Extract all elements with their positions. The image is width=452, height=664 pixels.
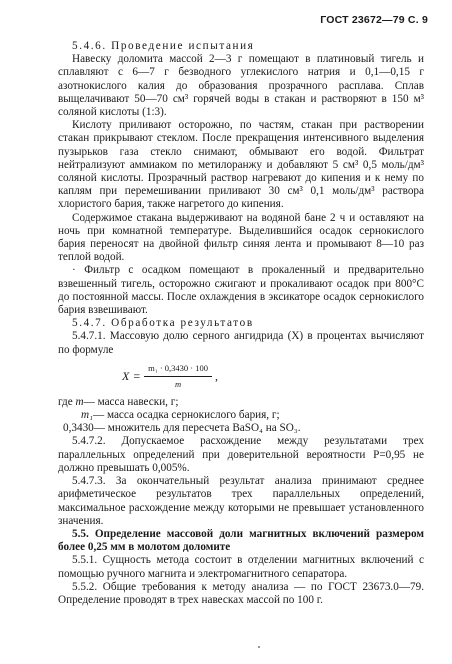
definition-intro: где — [58, 395, 76, 408]
formula-numerator: m₁ · 0,3430 · 100 — [144, 362, 212, 377]
paragraph: · Фильтр с осадком помещают в прокаленный и предварительно взвешенный тигель, осторожно сжигают и прокаливают осадок при 800°С до постоянной массы. После охлаждения в эксикаторе осадок сернокислого бария взвешивают. — [58, 264, 424, 317]
paragraph: 5.5.1. Сущность метода состоит в отделении магнитных включений с помощью ручного магнита и электромагнитного сепаратора. — [58, 554, 424, 580]
definition-symbol: m — [75, 395, 84, 408]
definition-text: — масса навески, г; — [83, 395, 179, 408]
definition-m — [58, 396, 424, 409]
formula-tail: , — [215, 369, 218, 384]
formula-equals: = — [133, 369, 141, 384]
formula-definitions — [58, 396, 424, 436]
formula — [122, 361, 424, 393]
definition-coefficient — [58, 422, 424, 435]
scan-speck — [258, 646, 260, 648]
definition-text: — множитель для пересчета BaSO₄ на SO₃. — [93, 422, 301, 435]
definition-symbol: 0,3430 — [63, 422, 94, 435]
paragraph: Кислоту приливают осторожно, по частям, стакан при растворении стакан прикрывают стеклом. После прекращения интенсивного выделения пузырьков газа стекло снимают, обмывают его водой. Фильтрат нейтрализуют аммиаком по метилоранжу и добавляют 5 см³ 0,5 моль/дм³ соляной кислоты. Прозрачный раствор нагревают до кипения и к нему по каплям при перемешивании приливают 30 см³ 0,1 моль/дм³ раствора хлористого бария, также нагретого до кипения. — [58, 119, 424, 211]
document-body — [58, 40, 424, 607]
paragraph: Содержимое стакана выдерживают на водяной бане 2 ч и оставляют на ночь при комнатной температуре. Выделившийся осадок сернокислого бария переносят на двойной фильтр синяя лента и промывают 8—10 раз теплой водой. — [58, 211, 424, 264]
definition-symbol: m₁ — [81, 409, 93, 422]
section-title-5-4-6: 5.4.6. Проведение испытания — [72, 40, 255, 52]
paragraph: 5.4.7.3. За окончательный результат анализа принимают среднее арифметическое результатов трех параллельных определений, максимальное расхождение между которыми не превышает установленного значения. — [58, 475, 424, 527]
page-header: ГОСТ 23672—79 С. 9 — [320, 14, 428, 26]
section-title-5-4-7: 5.4.7. Обработка результатов — [72, 317, 254, 330]
paragraph: 5.4.7.1. Массовую долю серного ангидрида (X) в процентах вычисляют по формуле — [58, 330, 424, 356]
section-title-5-5: 5.5. Определение массовой доли магнитных включений размером более 0,25 мм в молотом доломите — [58, 527, 424, 554]
paragraph: Навеску доломита массой 2—3 г помещают в платиновый тигель и сплавляют с 6—7 г безводного углекислого натрия и 0,1—0,15 г азотнокислого калия до образования прозрачного расплава. Сплав выщелачивают 50—70 см³ горячей воды в стакан и растворяют в 150 м³ соляной кислоты (1:3). — [58, 53, 424, 119]
paragraph: 5.4.7.2. Допускаемое расхождение между результатами трех параллельных определений при доверительной вероятности P=0,95 не должно превышать 0,005%. — [58, 435, 424, 474]
paragraph: 5.5.2. Общие требования к методу анализа — по ГОСТ 23673.0—79. Определение проводят в трех навесках массой по 100 г. — [58, 580, 424, 606]
definition-m1 — [58, 409, 424, 422]
definition-text: — масса осадка сернокислого бария, г; — [92, 409, 280, 422]
formula-fraction — [144, 362, 212, 391]
formula-lhs: X — [122, 369, 130, 384]
formula-denominator: m — [174, 379, 182, 390]
